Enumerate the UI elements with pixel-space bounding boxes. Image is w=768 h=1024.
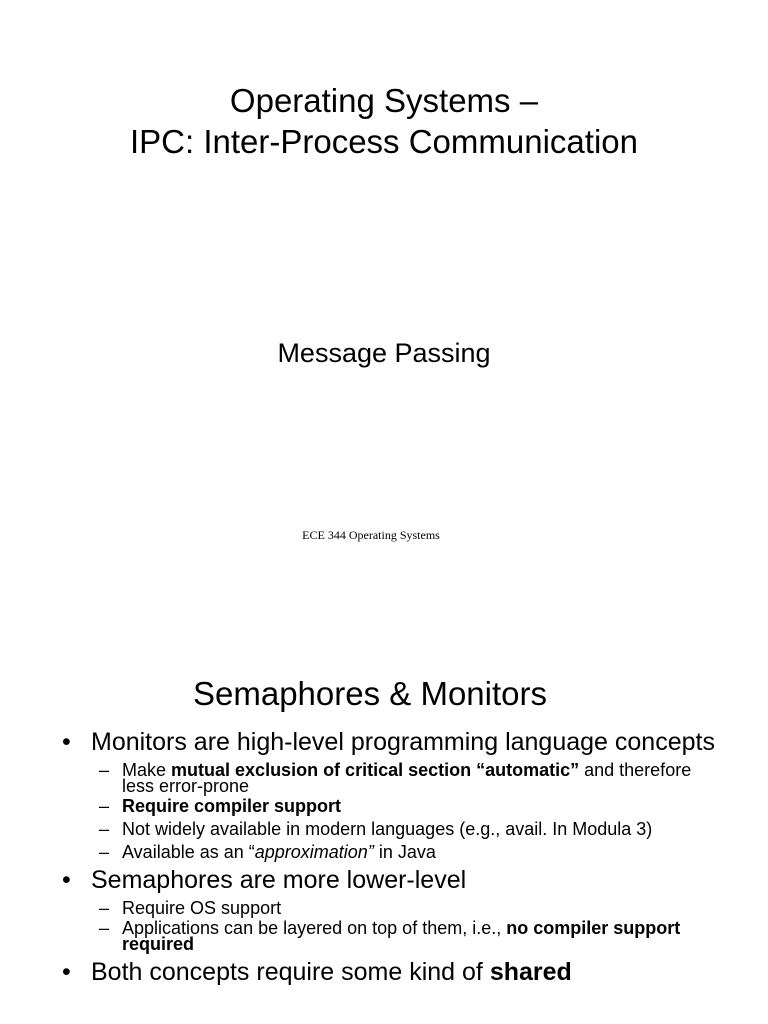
slide2-title: Semaphores & Monitors: [193, 675, 547, 712]
slide2-bullet-list: [0, 729, 768, 989]
sub-bullet-text-cont: and therefore less error-prone: [122, 760, 692, 796]
bullet-text: Both concepts require some kind of: [91, 958, 490, 986]
dash-marker: –: [99, 760, 110, 780]
slide1-footer: ECE 344 Operating Systems: [302, 528, 440, 542]
sub-bullet-text: Require OS support: [122, 898, 282, 918]
sub-bullet-bold-text: no compiler support required: [122, 918, 681, 954]
dash-marker: –: [99, 918, 110, 938]
dash-marker: –: [99, 898, 110, 918]
slide1-subtitle: Message Passing: [277, 338, 491, 368]
bullet-bold-text: shared: [489, 958, 572, 986]
sub-bullet-text: Not widely available in modern languages (e.g., avail. In Modula 3): [122, 819, 653, 839]
bullet-text: Monitors are high-level programming language concepts: [91, 728, 715, 756]
sub-bullet-bold-text: Require compiler support: [122, 796, 342, 816]
sub-bullet-italic-text: approximation”: [254, 842, 374, 862]
dash-marker: –: [99, 796, 110, 816]
slide1-title-line1: Operating Systems –: [229, 82, 539, 119]
sub-bullet-java: [0, 844, 768, 860]
slide1-title-line2: IPC: Inter-Process Communication: [129, 123, 638, 160]
sub-bullet-layered: [0, 920, 768, 952]
sub-bullet-availability: [0, 821, 768, 837]
sub-bullet-bold-text: mutual exclusion of critical section “automatic”: [171, 760, 580, 780]
bullet-marker: •: [62, 728, 71, 756]
dash-marker: –: [99, 842, 110, 862]
dash-marker: –: [99, 819, 110, 839]
sub-bullet-text: Make: [122, 760, 172, 780]
bullet-semaphores: [0, 867, 768, 894]
sub-bullet-text: Available as an “: [122, 842, 255, 862]
bullet-both-concepts: [0, 959, 768, 986]
bullet-monitors: [0, 729, 768, 756]
bullet-marker: •: [62, 866, 71, 894]
bullet-text: Semaphores are more lower-level: [91, 866, 467, 894]
slide1-title: [0, 80, 768, 162]
sub-bullet-text: Applications can be layered on top of them, i.e.,: [122, 918, 507, 938]
sub-bullet-text-cont: in Java: [373, 842, 436, 862]
sub-bullet-mutual-exclusion: [0, 762, 768, 794]
bullet-marker: •: [62, 958, 71, 986]
sub-bullet-os-support: [0, 900, 768, 916]
sub-bullet-compiler-support: [0, 798, 768, 814]
